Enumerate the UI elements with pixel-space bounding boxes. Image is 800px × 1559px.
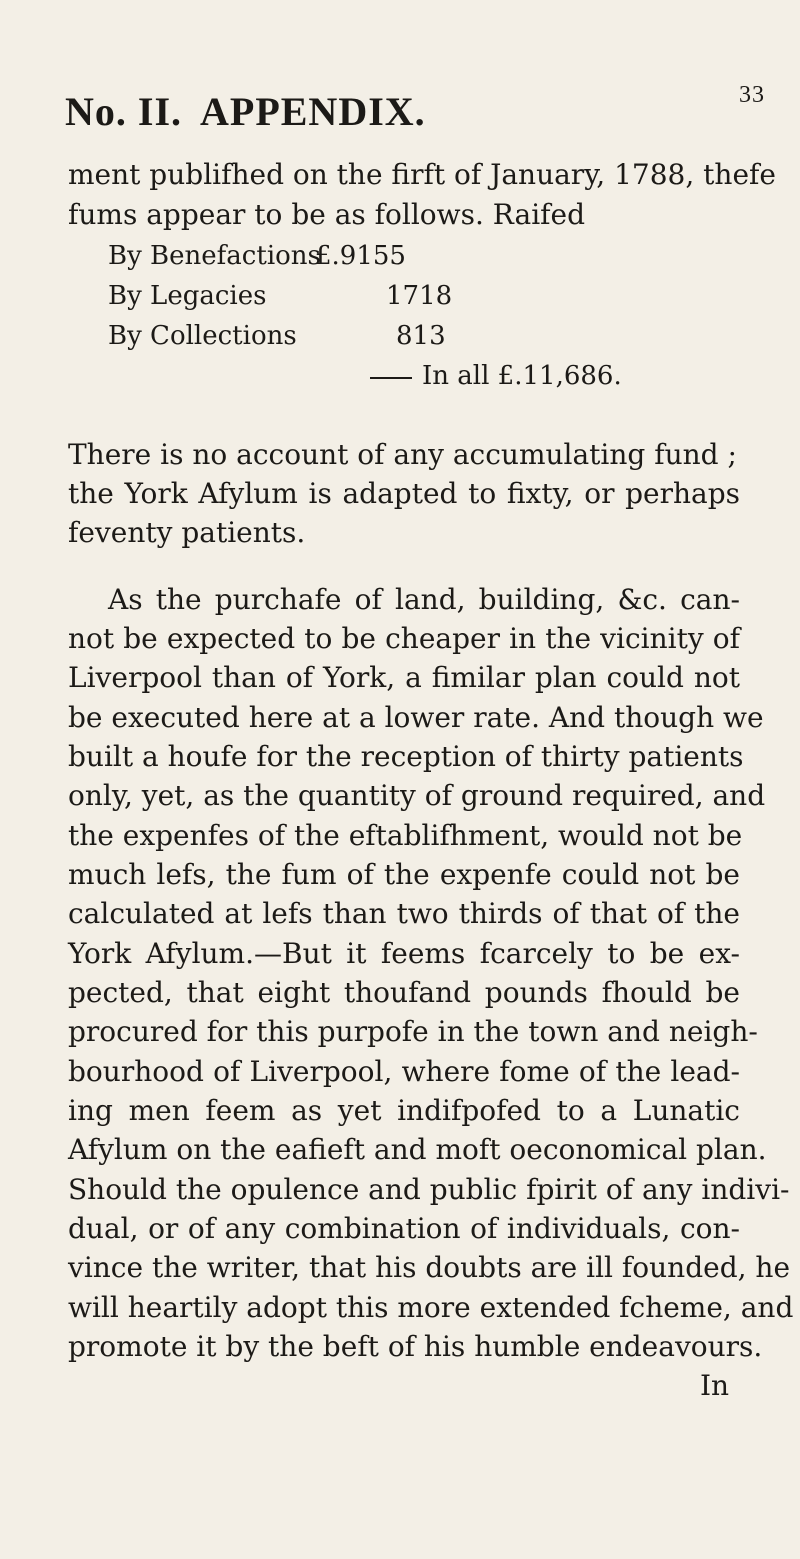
text-line: the York Afylum is adapted to fixty, or perhaps [68,477,740,510]
text-line: only, yet, as the quantity of ground required, and [68,779,766,812]
text-line: feventy patients. [68,516,306,549]
text-line: the expenfes of the eftablifhment, would not be [68,819,743,852]
text-line: ment publifhed on the firft of January, 1788, thefe [68,158,776,191]
text-line: As the purchafe of land, building, &c. can- [108,583,740,616]
text-line: promote it by the beft of his humble endeavours. [68,1330,763,1363]
text-line: pected, that eight thoufand pounds fhould be [68,976,740,1009]
sum-total: In all £.11,686. [422,361,622,391]
header-title: APPENDIX. [200,89,426,134]
text-line: bourhood of Liverpool, where fome of the lead- [68,1055,740,1088]
text-line: York Afylum.—But it feems fcarcely to be ex- [68,937,740,970]
catchword: In [700,1369,730,1402]
text-line: ing men feem as yet indifpofed to a Lunatic [68,1094,740,1127]
sum-amount: 813 [396,321,446,351]
text-line: will heartily adopt this more extended fcheme, and [68,1291,794,1324]
text-line: be executed here at a lower rate. And though we [68,701,764,734]
running-header [65,82,765,138]
text-line: Liverpool than of York, a fimilar plan could not [68,661,740,694]
text-line: vince the writer, that his doubts are ill founded, he [68,1251,791,1284]
text-line: calculated at lefs than two thirds of that of the [68,897,740,930]
page-number: 33 [739,82,765,108]
sum-label: By Legacies [108,281,267,311]
text-line: not be expected to be cheaper in the vicinity of [68,622,740,655]
total-dash [370,377,412,379]
text-line: much lefs, the fum of the expenfe could not be [68,858,740,891]
text-line: Should the opulence and public fpirit of any indivi- [68,1173,790,1206]
sum-label: By Collections [108,321,297,351]
text-line: built a houfe for the reception of thirty patients [68,740,744,773]
sum-label: By Benefactions [108,241,321,271]
sum-amount: £.9155 [315,241,406,271]
sum-amount: 1718 [386,281,453,311]
text-line: There is no account of any accumulating fund ; [68,438,737,471]
appendix-number: No. II. [65,89,183,134]
text-line: procured for this purpofe in the town and neigh- [68,1015,758,1048]
text-line: dual, or of any combination of individuals, con- [68,1212,740,1245]
text-line: Afylum on the eafieft and moft oeconomical plan. [68,1133,767,1166]
text-line: fums appear to be as follows. Raifed [68,198,586,231]
